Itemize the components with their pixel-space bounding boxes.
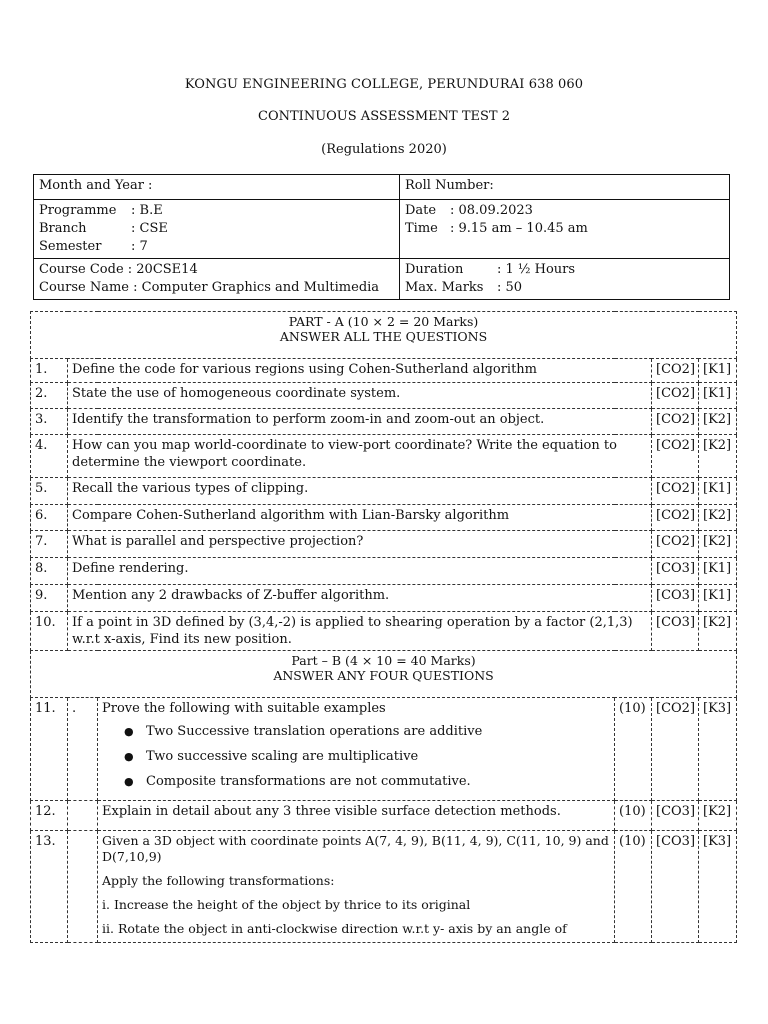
question-k-level: [K2] bbox=[699, 435, 737, 478]
question-text: State the use of homogeneous coordinate system. bbox=[68, 383, 652, 409]
course-cell bbox=[34, 259, 400, 300]
question-row-4 bbox=[31, 435, 737, 478]
date-time-cell bbox=[400, 200, 730, 259]
regulations: (Regulations 2020) bbox=[321, 142, 447, 157]
programme-value: : B.E bbox=[131, 203, 163, 218]
question-k-level: [K2] bbox=[699, 612, 737, 651]
branch-value: : CSE bbox=[131, 221, 168, 236]
course-code: Course Code : 20CSE14 bbox=[39, 262, 198, 277]
question-text: Compare Cohen-Sutherland algorithm with Lian-Barsky algorithm bbox=[68, 505, 652, 531]
q11-bullets bbox=[102, 723, 610, 790]
question-subpart: . bbox=[68, 698, 98, 801]
question-text: Define rendering. bbox=[68, 558, 652, 585]
question-row-13 bbox=[31, 831, 737, 943]
time-label: Time bbox=[405, 221, 438, 236]
question-text bbox=[98, 831, 615, 943]
questions-table bbox=[30, 311, 737, 943]
question-k-level: [K1] bbox=[699, 558, 737, 585]
question-text bbox=[98, 698, 615, 801]
question-co: [CO2] bbox=[652, 383, 699, 409]
question-k-level: [K3] bbox=[699, 831, 737, 943]
question-row-3 bbox=[31, 409, 737, 435]
question-row-2 bbox=[31, 383, 737, 409]
q11-bullet: ● Two Successive translation operations are additive bbox=[146, 723, 610, 740]
duration-label: Duration bbox=[405, 262, 464, 277]
question-text: Mention any 2 drawbacks of Z-buffer algorithm. bbox=[68, 585, 652, 612]
question-row-9 bbox=[31, 585, 737, 612]
question-co: [CO2] bbox=[652, 409, 699, 435]
question-k-level: [K1] bbox=[699, 478, 737, 505]
question-k-level: [K2] bbox=[699, 409, 737, 435]
question-co: [CO2] bbox=[652, 435, 699, 478]
question-number: 11. bbox=[31, 698, 68, 801]
q11-bullet: ● Composite transformations are not commutative. bbox=[146, 773, 610, 790]
part-b-header bbox=[31, 651, 737, 698]
question-number: 7. bbox=[31, 531, 68, 558]
exam-info-table bbox=[33, 174, 730, 300]
question-co: [CO3] bbox=[652, 558, 699, 585]
question-row-11 bbox=[31, 698, 737, 801]
question-co: [CO2] bbox=[652, 359, 699, 383]
duration-marks-cell bbox=[400, 259, 730, 300]
question-text: How can you map world-coordinate to view-port coordinate? Write the equation to determine the viewport coordinate. bbox=[68, 435, 652, 478]
question-text: Identify the transformation to perform zoom-in and zoom-out an object. bbox=[68, 409, 652, 435]
q11-stem: Prove the following with suitable examples bbox=[102, 701, 386, 716]
question-row-1 bbox=[31, 359, 737, 383]
part-b-instruction: ANSWER ANY FOUR QUESTIONS bbox=[273, 668, 494, 683]
question-number: 6. bbox=[31, 505, 68, 531]
question-text: If a point in 3D defined by (3,4,-2) is applied to shearing operation by a factor (2,1,3) w.r.t x-axis, Find its new position. bbox=[68, 612, 652, 651]
roll-number-label: Roll Number: bbox=[405, 178, 494, 193]
question-row-10 bbox=[31, 612, 737, 651]
question-co: [CO2] bbox=[652, 505, 699, 531]
programme-label: Programme bbox=[39, 203, 117, 218]
question-number: 12. bbox=[31, 801, 68, 831]
question-k-level: [K2] bbox=[699, 505, 737, 531]
semester-label: Semester bbox=[39, 239, 102, 254]
question-k-level: [K2] bbox=[699, 801, 737, 831]
date-value: : 08.09.2023 bbox=[450, 203, 533, 218]
college-name: KONGU ENGINEERING COLLEGE, PERUNDURAI 638 060 bbox=[184, 77, 584, 92]
date-label: Date bbox=[405, 203, 437, 218]
question-k-level: [K2] bbox=[699, 531, 737, 558]
question-subpart bbox=[68, 831, 98, 943]
roll-number-cell bbox=[400, 175, 730, 200]
month-year-cell bbox=[34, 175, 400, 200]
question-k-level: [K1] bbox=[699, 383, 737, 409]
question-number: 3. bbox=[31, 409, 68, 435]
question-number: 10. bbox=[31, 612, 68, 651]
part-a-questions bbox=[31, 359, 737, 651]
question-number: 2. bbox=[31, 383, 68, 409]
question-marks: (10) bbox=[615, 698, 652, 801]
max-marks-label: Max. Marks bbox=[405, 280, 484, 295]
branch-label: Branch bbox=[39, 221, 87, 236]
test-title: CONTINUOUS ASSESSMENT TEST 2 bbox=[258, 109, 510, 124]
question-text: Explain in detail about any 3 three visible surface detection methods. bbox=[98, 801, 615, 831]
question-co: [CO3] bbox=[652, 585, 699, 612]
question-co: [CO3] bbox=[652, 831, 699, 943]
question-text: Define the code for various regions using Cohen-Sutherland algorithm bbox=[68, 359, 652, 383]
q13-apply: Apply the following transformations: bbox=[102, 873, 335, 888]
programme-cell bbox=[34, 200, 400, 259]
question-number: 13. bbox=[31, 831, 68, 943]
part-a-header bbox=[31, 312, 737, 359]
question-row-6 bbox=[31, 505, 737, 531]
q11-bullet: ● Two successive scaling are multiplicative bbox=[146, 748, 610, 765]
question-text: Recall the various types of clipping. bbox=[68, 478, 652, 505]
question-number: 4. bbox=[31, 435, 68, 478]
question-text: What is parallel and perspective projection? bbox=[68, 531, 652, 558]
q13-part-ii: ii. Rotate the object in anti-clockwise direction w.r.t y- axis by an angle of bbox=[102, 921, 567, 936]
question-marks: (10) bbox=[615, 801, 652, 831]
part-a-title: PART - A (10 × 2 = 20 Marks) bbox=[288, 314, 479, 329]
duration-value: : 1 ½ Hours bbox=[497, 262, 576, 277]
question-number: 5. bbox=[31, 478, 68, 505]
course-name: Course Name : Computer Graphics and Multimedia bbox=[39, 280, 380, 295]
question-co: [CO3] bbox=[652, 801, 699, 831]
q13-part-i: i. Increase the height of the object by thrice to its original bbox=[102, 897, 471, 912]
question-co: [CO3] bbox=[652, 612, 699, 651]
question-k-level: [K3] bbox=[699, 698, 737, 801]
question-co: [CO2] bbox=[652, 531, 699, 558]
question-co: [CO2] bbox=[652, 478, 699, 505]
question-number: 9. bbox=[31, 585, 68, 612]
semester-value: : 7 bbox=[131, 239, 148, 254]
question-k-level: [K1] bbox=[699, 359, 737, 383]
question-row-8 bbox=[31, 558, 737, 585]
month-year-label: Month and Year : bbox=[39, 178, 153, 193]
question-row-7 bbox=[31, 531, 737, 558]
question-row-5 bbox=[31, 478, 737, 505]
question-number: 8. bbox=[31, 558, 68, 585]
question-row-12 bbox=[31, 801, 737, 831]
question-subpart bbox=[68, 801, 98, 831]
part-a-instruction: ANSWER ALL THE QUESTIONS bbox=[279, 329, 488, 344]
question-co: [CO2] bbox=[652, 698, 699, 801]
q13-given: Given a 3D object with coordinate points A(7, 4, 9), B(11, 4, 9), C(11, 10, 9) and D(7,10,9) bbox=[102, 833, 609, 864]
question-number: 1. bbox=[31, 359, 68, 383]
question-k-level: [K1] bbox=[699, 585, 737, 612]
question-marks: (10) bbox=[615, 831, 652, 943]
max-marks-value: : 50 bbox=[497, 280, 523, 295]
part-b-title: Part – B (4 × 10 = 40 Marks) bbox=[291, 653, 476, 668]
time-value: : 9.15 am – 10.45 am bbox=[450, 221, 588, 236]
